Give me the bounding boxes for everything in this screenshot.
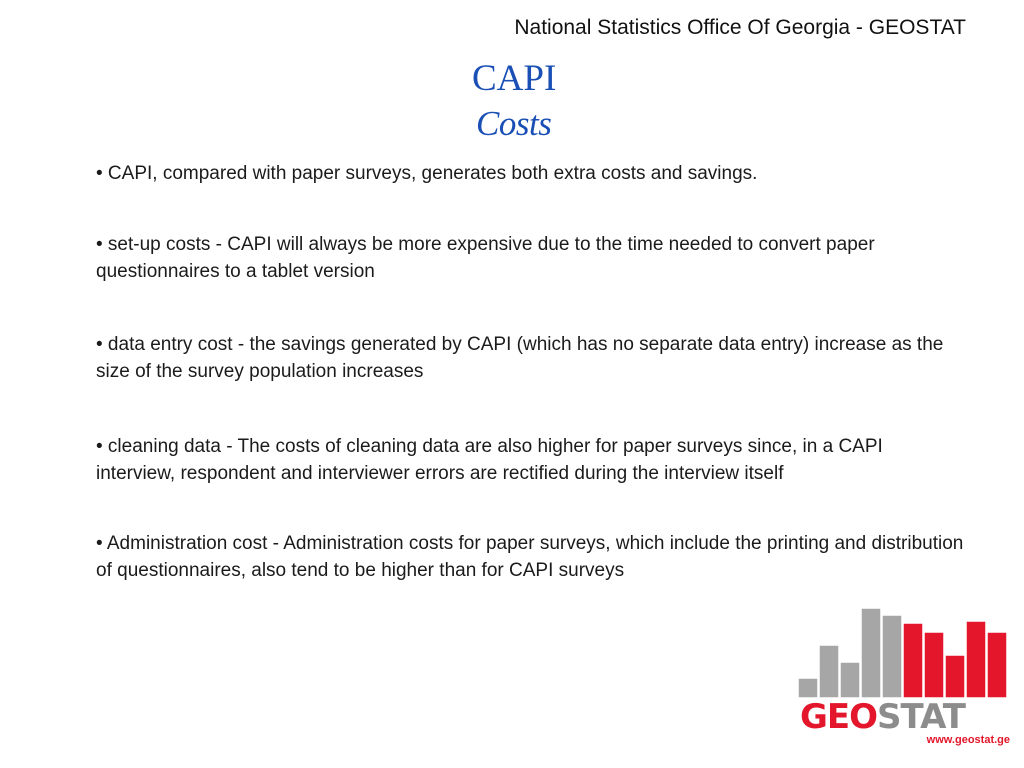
- logo-bar: [840, 662, 860, 698]
- slide-title: CAPI: [472, 58, 557, 99]
- logo-bar: [945, 655, 965, 698]
- logo-bar: [861, 608, 881, 698]
- logo-url: www.geostat.ge: [926, 734, 1010, 746]
- logo-bar: [798, 678, 818, 698]
- logo-bar: [819, 645, 839, 698]
- logo-bar: [987, 632, 1007, 698]
- slide-subtitle: Costs: [476, 104, 552, 143]
- logo-geo: GEO: [800, 697, 878, 737]
- bullet-item: • set-up costs - CAPI will always be more expensive due to the time needed to convert paper questionnaires to a tablet version: [96, 234, 875, 282]
- logo-wordmark: [800, 697, 965, 737]
- organization-header: National Statistics Office Of Georgia - GEOSTAT: [514, 16, 966, 39]
- logo-stat: STAT: [877, 697, 965, 737]
- logo-bar: [903, 623, 923, 698]
- logo-bar: [882, 615, 902, 698]
- bullet-item: • CAPI, compared with paper surveys, generates both extra costs and savings.: [96, 163, 758, 184]
- bullet-item: • Administration cost - Administration costs for paper surveys, which include the printing and distribution of questionnaires, also tend to be higher than for CAPI surveys: [96, 533, 964, 581]
- bullet-item: • cleaning data - The costs of cleaning data are also higher for paper surveys since, in a CAPI interview, respondent and interviewer errors are rectified during the interview itself: [96, 436, 883, 484]
- logo-bar: [966, 621, 986, 698]
- bullet-item: • data entry cost - the savings generated by CAPI (which has no separate data entry) increase as the size of the survey population increases: [96, 334, 944, 382]
- logo-bar: [924, 632, 944, 698]
